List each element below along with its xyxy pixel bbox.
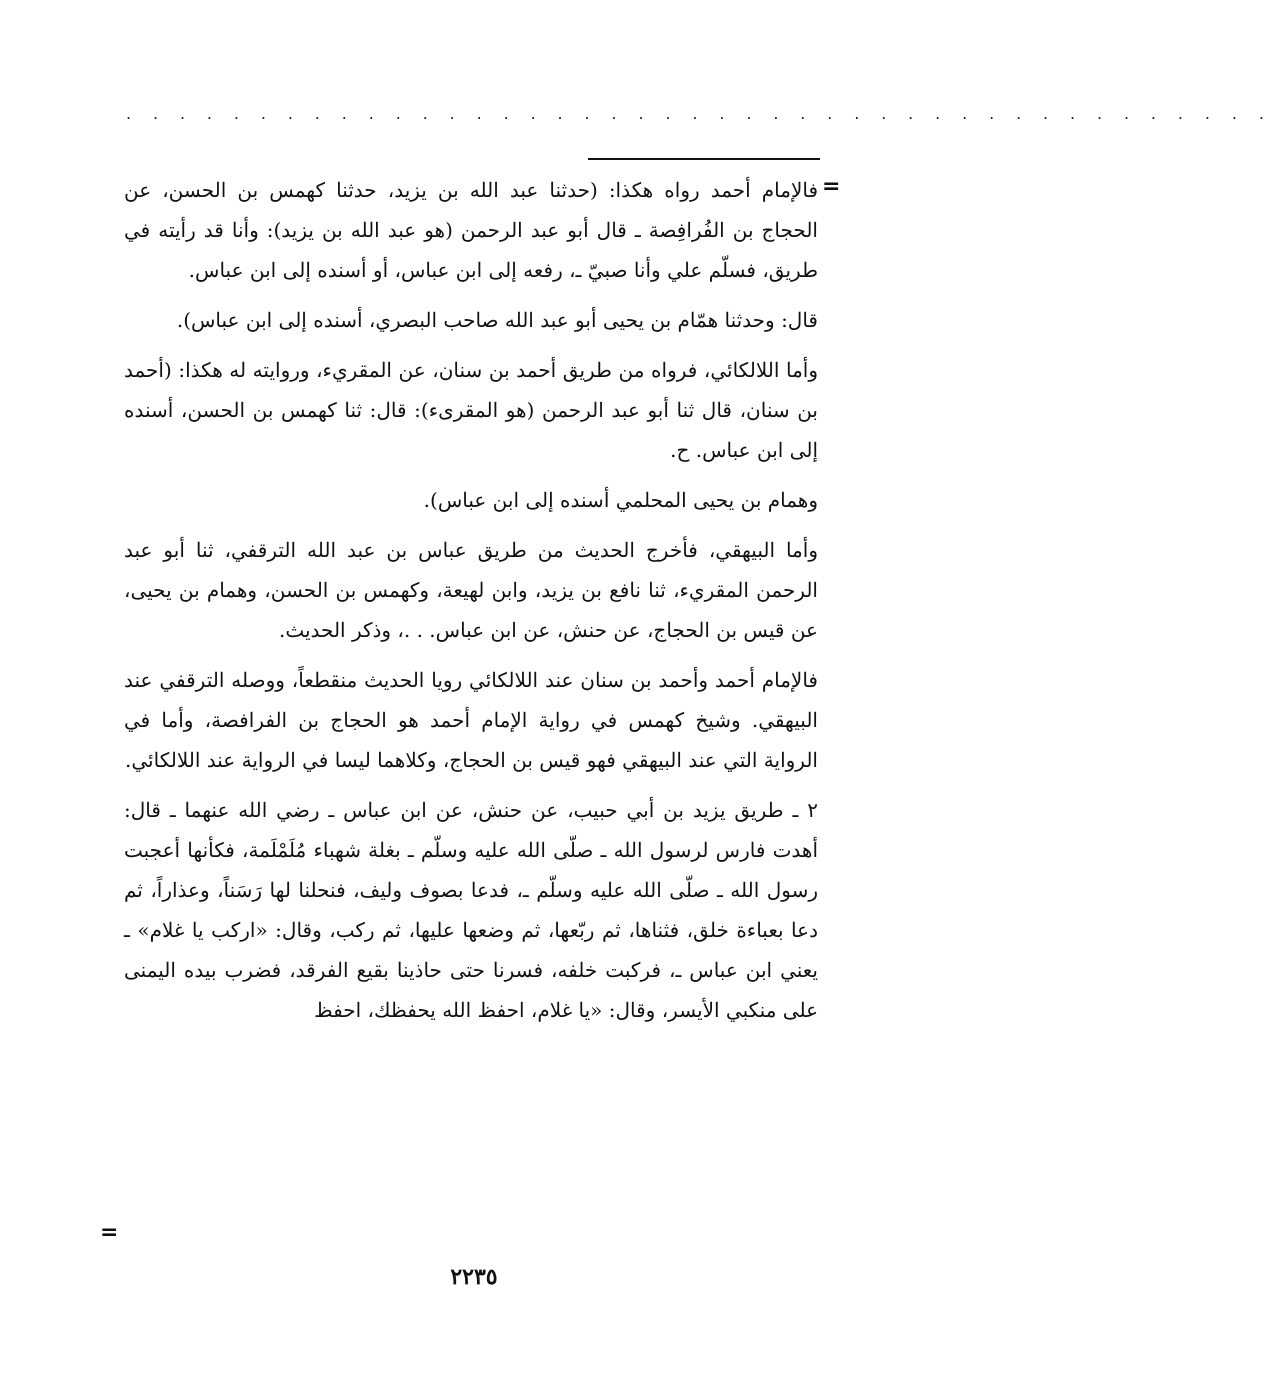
paragraph-ahmad-narration: فالإمام أحمد رواه هكذا: (حدثنا عبد الله بن يزيد، حدثنا كهمس بن الحسن، عن الحجاج بن الفُرافِصة ـ قال أبو عبد الرحمن (هو عبد الله بن يزيد): وأنا قد رأيته في طريق، فسلّم علي وأنا صبيّ ـ، رفعه إلى ابن عباس، أو أسنده إلى ابن عباس.: [124, 178, 818, 282]
decorative-dotted-line: . . . . . . . . . . . . . . . . . . . . . . . . . . . . . . . . . . . . . . . . . . .: [126, 104, 1272, 123]
paragraph-comparison: فالإمام أحمد وأحمد بن سنان عند اللالكائي رويا الحديث منقطعاً، ووصله الترقفي عند البيهقي. وشيخ كهمس في رواية الإمام أحمد هو الحجاج بن الفرافصة، وأما في الرواية التي عند البيهقي فهو قيس بن الحجاج، وكلاهما ليسا في الرواية عند اللالكائي.: [124, 668, 818, 772]
paragraph-hammam: قال: وحدثنا همّام بن يحيى أبو عبد الله صاحب البصري، أسنده إلى ابن عباس).: [176, 308, 818, 332]
page-number: ٢٢٣٥: [450, 1264, 498, 1290]
paragraph-bayhaqi: وأما البيهقي، فأخرج الحديث من طريق عباس بن عبد الله الترقفي، ثنا أبو عبد الرحمن المقريء، ثنا نافع بن يزيد، وابن لهيعة، وكهمس بن الحسن، وهمام بن يحيى، عن قيس بن الحجاج، عن حنش، عن ابن عباس. . .، وذكر الحديث.: [124, 538, 818, 642]
paragraph-hammam-muhallimi: وهمام بن يحيى المحلمي أسنده إلى ابن عباس).: [423, 488, 818, 512]
footnote-body: [124, 170, 818, 1040]
paragraph-lalakai: وأما اللالكائي، فرواه من طريق أحمد بن سنان، عن المقريء، وروايته له هكذا: (أحمد بن سنان، قال ثنا أبو عبد الرحمن (هو المقرىء): قال: ثنا كهمس بن الحسن، أسنده إلى ابن عباس. ح.: [124, 358, 818, 462]
continuation-mark-bottom: =: [100, 1220, 119, 1245]
footnote-separator-rule: [588, 158, 820, 160]
paragraph-second-route: ٢ ـ طريق يزيد بن أبي حبيب، عن حنش، عن ابن عباس ـ رضي الله عنهما ـ قال: أهدت فارس لرسول الله ـ صلّى الله عليه وسلّم ـ بغلة شهباء مُلَمْلَمة، فكأنها أعجبت رسول الله ـ صلّى الله عليه وسلّم ـ، فدعا بصوف وليف، فنحلنا لها رَسَناً، وعذاراً، ثم دعا بعباءة خلق، فثناها، ثم ربّعها، ثم وضعها عليها، ثم ركب، وقال: «اركب يا غلام» ـ يعني ابن عباس ـ، فركبت خلفه، فسرنا حتى حاذينا بقيع الفرقد، فضرب بيده اليمنى على منكبي الأيسر، وقال: «يا غلام، احفظ الله يحفظك، احفظ: [124, 798, 818, 1022]
continuation-mark-top: =: [822, 174, 841, 199]
